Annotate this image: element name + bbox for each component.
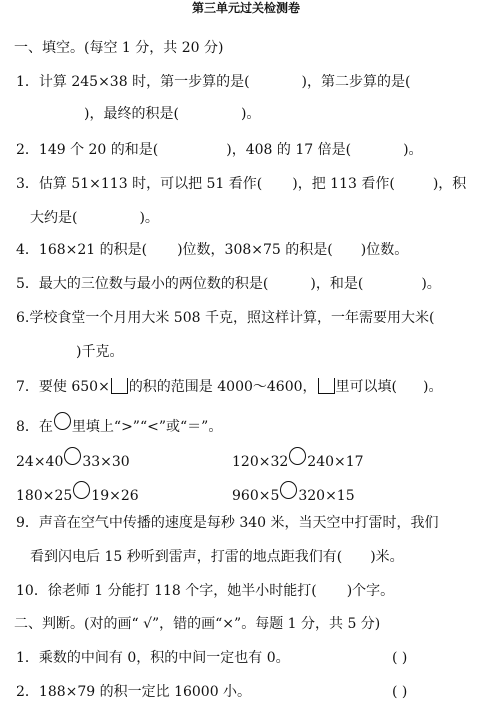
question-4: 4．168×21 的积是( )位数，308×75 的积是( )位数。	[16, 242, 409, 258]
blank-circle-icon	[280, 481, 297, 499]
question-9-line-2: 看到闪电后 15 秒听到雷声，打雷的地点距我们有( )米。	[30, 549, 404, 565]
page-title: 第三单元过关检测卷	[191, 1, 300, 15]
blank-box-icon	[111, 378, 128, 394]
judge-question-1: 1．乘数的中间有 0，积的中间一定也有 0。	[16, 650, 290, 666]
compare-item-3: 180×25 19×26	[16, 481, 139, 506]
blank-circle-icon	[54, 412, 71, 430]
question-5: 5．最大的三位数与最小的两位数的积是( )，和是( )。	[16, 276, 441, 292]
question-1-line-1: 1．计算 245×38 时，第一步算的是( )，第二步算的是(	[16, 74, 411, 90]
judge-question-2: 2．188×79 的积一定比 16000 小。	[16, 684, 252, 700]
question-6-line-2: )千克。	[76, 344, 124, 360]
question-1-line-2: )，最终的积是( )。	[84, 106, 261, 122]
question-2: 2．149 个 20 的和是( )，408 的 17 倍是( )。	[16, 142, 423, 158]
question-10: 10．徐老师 1 分能打 118 个字，她半小时能打( )个字。	[16, 583, 395, 599]
compare-item-2: 120×32 240×17	[232, 447, 364, 472]
question-3-line-1: 3．估算 51×113 时，可以把 51 看作( )，把 113 看作( )，积	[16, 176, 467, 192]
judge-2-answer-paren: ( )	[392, 684, 408, 700]
question-7: 7．要使 650× 的积的范围是 4000～4600， 里可以填( )。	[16, 379, 443, 395]
section-fill-blank-heading: 一、填空。(每空 1 分，共 20 分)	[14, 40, 224, 56]
question-3-line-2: 大约是( )。	[30, 210, 159, 226]
question-9-line-1: 9．声音在空气中传播的速度是每秒 340 米，当天空中打雷时，我们	[16, 515, 439, 531]
blank-circle-icon	[64, 447, 81, 465]
compare-item-1: 24×40 33×30	[16, 447, 130, 472]
compare-item-4: 960×5 320×15	[232, 481, 355, 506]
blank-circle-icon	[73, 481, 90, 499]
blank-circle-icon	[289, 447, 306, 465]
judge-1-answer-paren: ( )	[392, 650, 408, 666]
section-judge-heading: 二、判断。(对的画“ √”，错的画“×”。每题 1 分，共 5 分)	[14, 616, 381, 632]
question-8: 8．在 里填上“>”“<”或“＝”。	[16, 412, 222, 437]
question-6-line-1: 6.学校食堂一个月用大米 508 千克，照这样计算，一年需要用大米(	[16, 310, 435, 326]
blank-box-icon	[318, 378, 335, 394]
